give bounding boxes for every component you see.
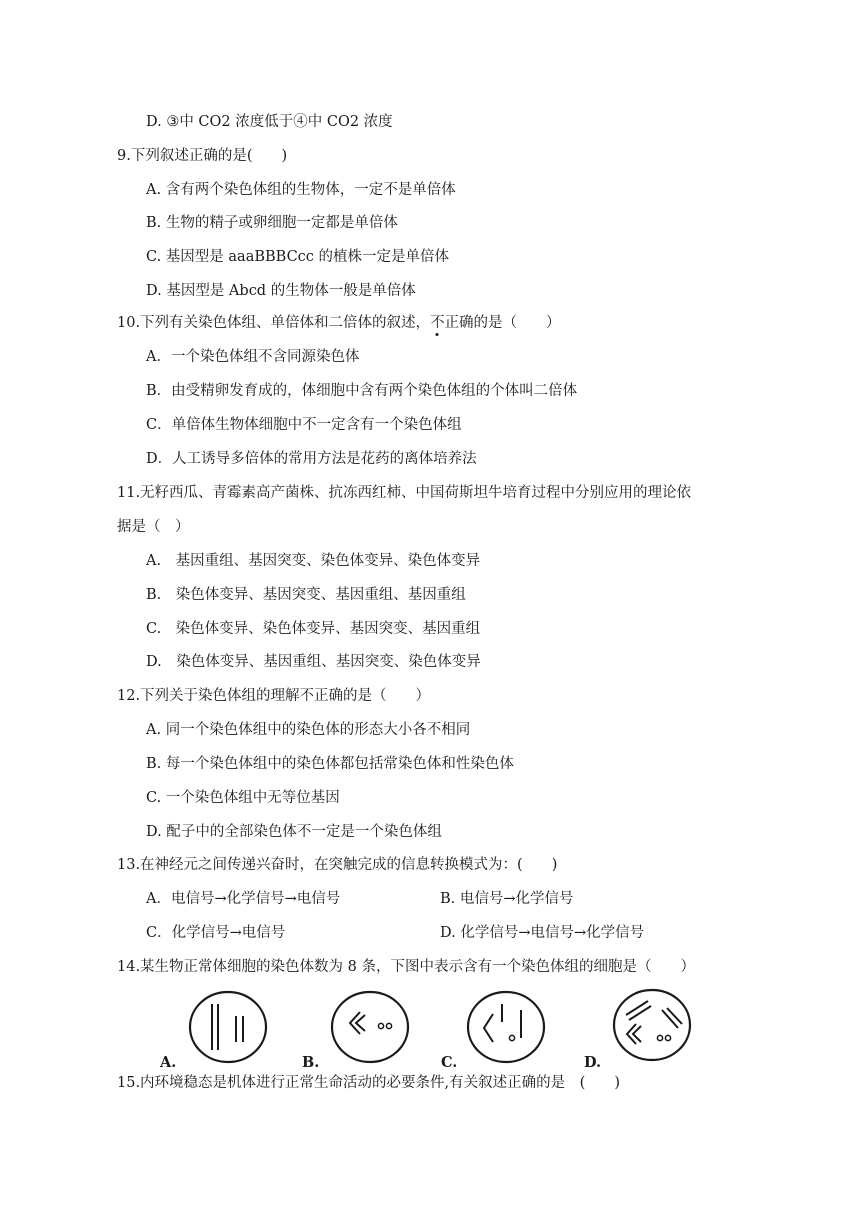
q8-option-d: D. ③中 CO2 浓度低于④中 CO2 浓度 [146, 114, 393, 130]
q10-option-c: C．单倍体生物体细胞中不一定含有一个染色体组 [146, 417, 462, 433]
q13-option-d: D. 化学信号→电信号→化学信号 [440, 925, 645, 941]
q9-stem: 9.下列叙述正确的是( ) [117, 148, 288, 164]
cell-diagram-a [188, 990, 268, 1065]
q9-option-d: D. 基因型是 Abcd 的生物体一般是单倍体 [146, 283, 416, 299]
cell-label-d: D. [584, 1054, 602, 1071]
q15-stem: 15.内环境稳态是机体进行正常生命活动的必要条件,有关叙述正确的是 ( ) [117, 1075, 620, 1091]
q13-stem: 13.在神经元之间传递兴奋时，在突触完成的信息转换模式为：( ) [117, 857, 558, 873]
q12-option-c: C. 一个染色体组中无等位基因 [146, 790, 340, 806]
q9-option-c: C. 基因型是 aaaBBBCcc 的植株一定是单倍体 [146, 249, 450, 265]
q10-stem [117, 313, 561, 333]
q10-stem-post: 正确的是（ ） [444, 315, 561, 331]
q11-option-b: B. 染色体变异、基因突变、基因重组、基因重组 [146, 587, 466, 603]
q10-option-b: B．由受精卵发育成的，体细胞中含有两个染色体组的个体叫二倍体 [146, 383, 578, 399]
q10-stem-emphasis: 不 [430, 315, 445, 331]
q11-option-d: D. 染色体变异、基因重组、基因突变、染色体变异 [146, 654, 481, 670]
q10-option-a: A．一个染色体组不含同源染色体 [146, 349, 360, 365]
cell-label-a: A. [160, 1054, 177, 1071]
q11-option-a: A. 基因重组、基因突变、染色体变异、染色体变异 [146, 553, 481, 569]
q12-option-b: B. 每一个染色体组中的染色体都包括常染色体和性染色体 [146, 756, 514, 772]
q12-option-a: A. 同一个染色体组中的染色体的形态大小各不相同 [146, 722, 471, 738]
q9-option-a: A. 含有两个染色体组的生物体，一定不是单倍体 [146, 182, 456, 198]
q11-stem-line1: 11.无籽西瓜、青霉素高产菌株、抗冻西红柿、中国荷斯坦牛培育过程中分别应用的理论依 [117, 485, 692, 501]
q10-option-d: D．人工诱导多倍体的常用方法是花药的离体培养法 [146, 451, 477, 467]
q12-option-d: D. 配子中的全部染色体不一定是一个染色体组 [146, 824, 442, 840]
q12-stem: 12.下列关于染色体组的理解不正确的是（ ） [117, 688, 431, 704]
q11-stem-line2: 据是（ ） [117, 519, 190, 535]
cell-label-c: C. [441, 1054, 458, 1071]
cell-diagram-c [466, 990, 546, 1065]
q10-stem-pre: 10.下列有关染色体组、单倍体和二倍体的叙述， [117, 315, 431, 331]
cell-diagram-b [330, 990, 410, 1065]
cell-label-b: B. [302, 1054, 320, 1071]
q9-option-b: B. 生物的精子或卵细胞一定都是单倍体 [146, 215, 398, 231]
q13-option-a: A．电信号→化学信号→电信号 [146, 891, 341, 907]
q13-option-c: C．化学信号→电信号 [146, 925, 286, 941]
cell-diagram-d [612, 988, 692, 1063]
q14-stem: 14.某生物正常体细胞的染色体数为 8 条，下图中表示含有一个染色体组的细胞是（ ） [117, 959, 695, 975]
q11-option-c: C. 染色体变异、染色体变异、基因突变、基因重组 [146, 621, 481, 637]
q13-option-b: B. 电信号→化学信号 [440, 891, 574, 907]
